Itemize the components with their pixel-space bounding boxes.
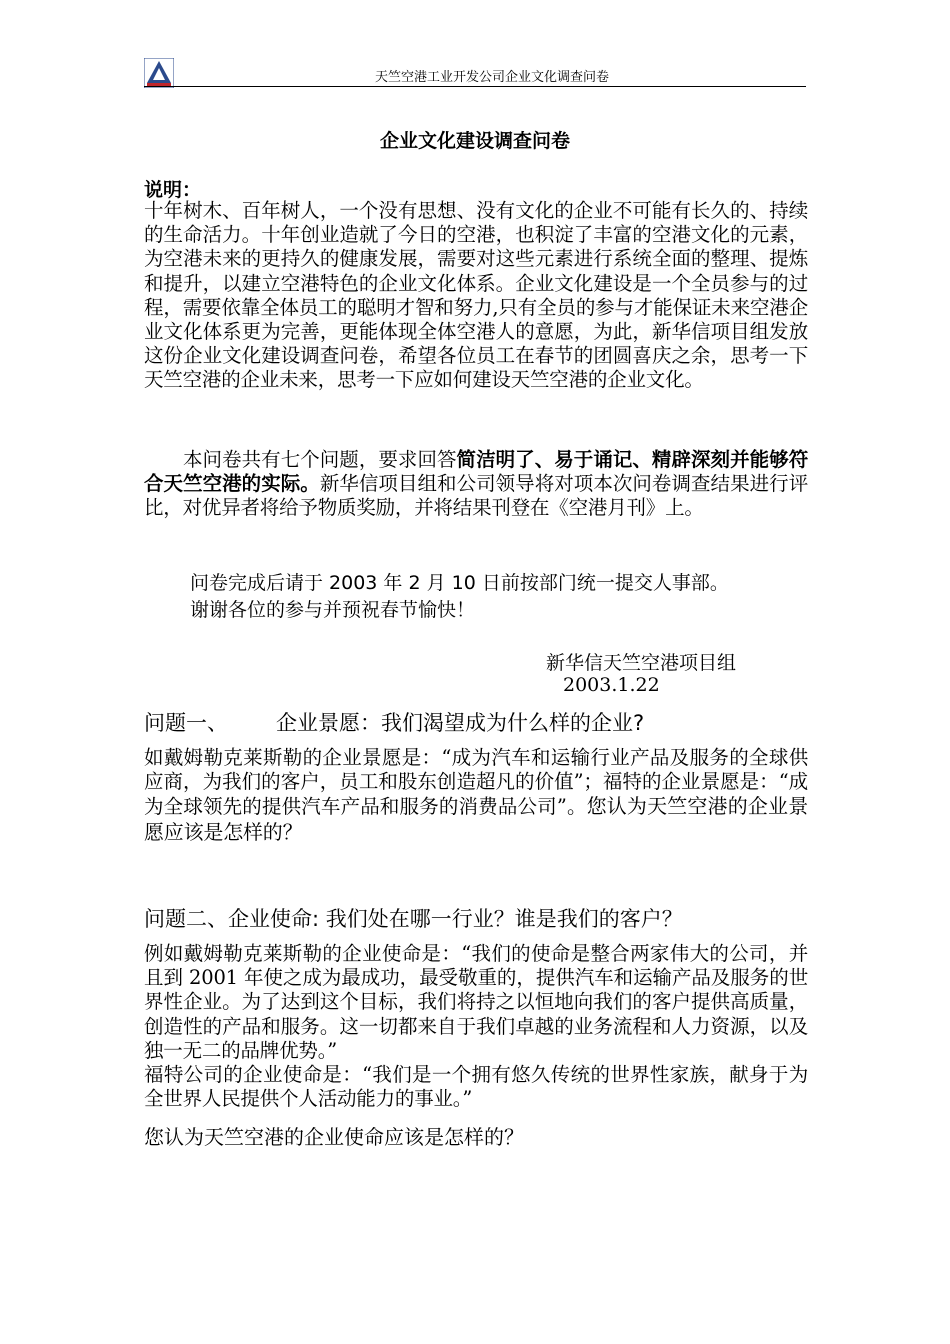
question-1-heading — [144, 708, 808, 738]
thanks-notice: 谢谢各位的参与并预祝春节愉快！ — [190, 599, 476, 621]
rules-text-pre: 本问卷共有七个问题，要求回答 — [183, 448, 457, 471]
question-1-body — [144, 746, 808, 845]
question-2-ask: 您认为天竺空港的企业使命应该是怎样的？ — [144, 1125, 524, 1149]
question-2-body — [144, 942, 808, 1111]
signature-date: 2003.1.22 — [563, 674, 660, 696]
question-1-title: 企业景愿：我们渴望成为什么样的企业? — [276, 711, 645, 735]
signature-org: 新华信天竺空港项目组 — [546, 652, 737, 674]
rules-text-post: 新华信项目组和公司领导将对项本次问卷调查结果进行评比，对优异者将给予物质奖励，并将结果刊登在《空港月刊》上。 — [144, 472, 808, 520]
question-1-examples: 如戴姆勒克莱斯勒的企业景愿是：“成为汽车和运输行业产品及服务的全球供应商，为我们的客户，员工和股东创造超凡的价值”；福特的企业景愿是：“成为全球领先的提供汽车产品和服务的消费品公司”。 — [144, 746, 808, 819]
rules-emphasis: 简洁明了、易于诵记、精辟深刻并能够符合天竺空港的实际。 — [144, 448, 809, 496]
question-2-example-ford: 福特公司的企业使命是：“我们是一个拥有悠久传统的世界性家族，献身于为全世界人民提供个人活动能力的事业。” — [144, 1063, 808, 1111]
rules-paragraph — [144, 448, 808, 521]
header-title: 天竺空港工业开发公司企业文化调查问卷 — [374, 70, 609, 85]
deadline-notice: 问卷完成后请于 2003 年 2 月 10 日前按部门统一提交人事部。 — [190, 572, 729, 594]
document-title: 企业文化建设调查问卷 — [379, 130, 570, 152]
question-2-example-daimler: 例如戴姆勒克莱斯勒的企业使命是：“我们的使命是整合两家伟大的公司，并且到 2001 年使之成为最成功，最受敬重的，提供汽车和运输产品及服务的世界性企业。为了达到这个目标，我们将持之以恒地向我们的客户提供高质量，创造性的产品和服务。这一切都来自于我们卓越的业务流程和人力资源，以及独一无二的品牌优势。” — [144, 942, 808, 1062]
question-1-ask: 您认为天竺空港的企业景愿应该是怎样的？ — [144, 794, 808, 844]
question-1-number: 问题一、 — [144, 711, 228, 735]
company-logo-icon — [144, 58, 174, 88]
question-2-heading: 问题二、企业使命: 我们处在哪一行业？谁是我们的客户？ — [144, 907, 683, 931]
note-label: 说明： — [144, 179, 202, 201]
intro-paragraph: 十年树木、百年树人，一个没有思想、没有文化的企业不可能有长久的、持续的生命活力。十年创业造就了今日的空港，也积淀了丰富的空港文化的元素，为空港未来的更持久的健康发展，需要对这些元素进行系统全面的整理、提炼和提升，以建立空港特色的企业文化体系。企业文化建设是一个全员参与的过程，需要依靠全体员工的聪明才智和努力,只有全员的参与才能保证未来空港企业文化体系更为完善，更能体现全体空港人的意愿，为此，新华信项目组发放这份企业文化建设调查问卷，希望各位员工在春节的团圆喜庆之余，思考一下天竺空港的企业未来，思考一下应如何建设天竺空港的企业文化。 — [144, 199, 808, 392]
header-divider — [144, 86, 806, 87]
